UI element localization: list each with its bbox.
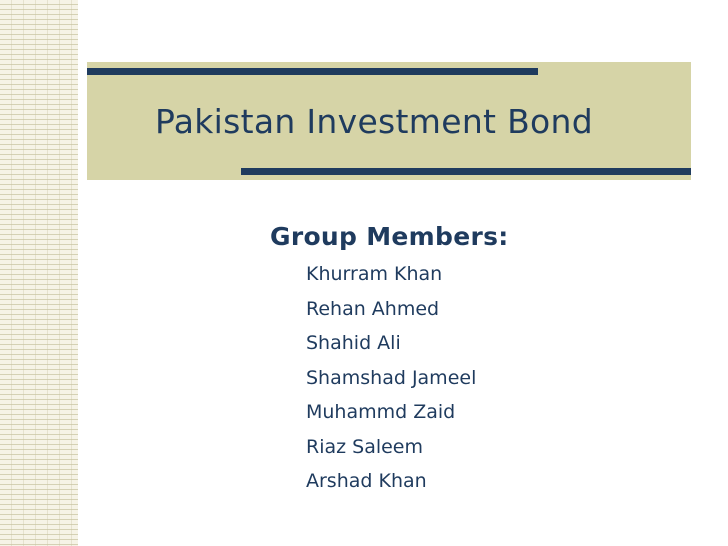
slide-content	[270, 222, 509, 499]
group-members-heading: Group Members:	[270, 222, 509, 251]
member-item: Shahid Ali	[306, 332, 401, 354]
member-item: Riaz Saleem	[306, 435, 424, 458]
title-rule-bottom	[241, 168, 691, 175]
member-list	[306, 257, 509, 499]
decorative-left-strip	[0, 0, 78, 546]
title-rule-top	[87, 68, 538, 75]
member-item: Khurram Khan	[306, 263, 443, 285]
member-item: Shamshad Jameel	[306, 366, 477, 389]
member-item: Rehan Ahmed	[306, 297, 440, 320]
member-item: Muhammd Zaid	[306, 401, 456, 423]
member-item: Arshad Khan	[306, 470, 427, 492]
slide-title: Pakistan Investment Bond	[155, 102, 593, 141]
